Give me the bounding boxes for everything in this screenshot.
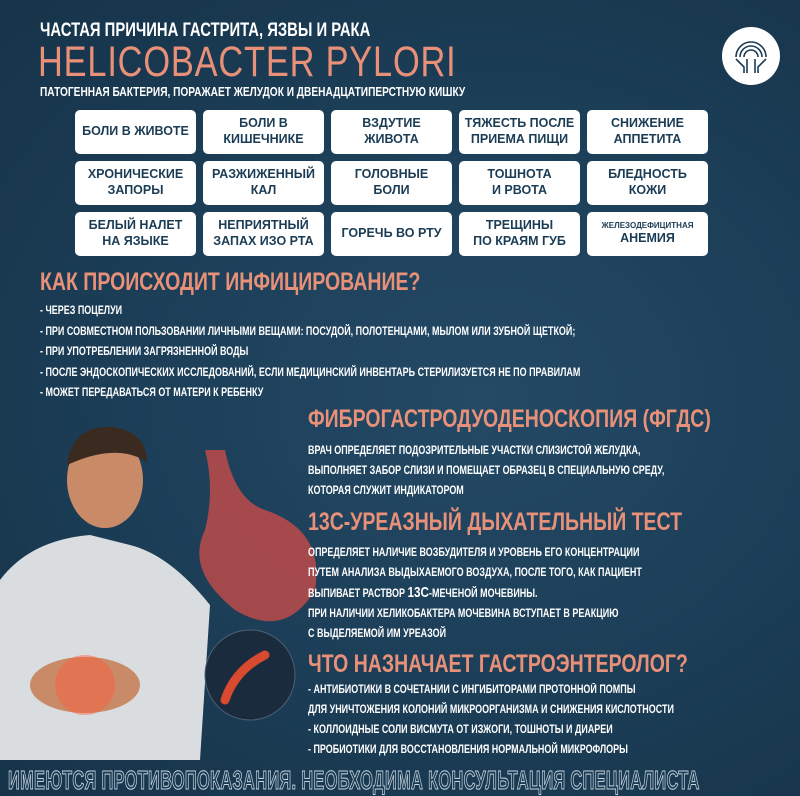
- symptom-grid: [75, 110, 708, 256]
- text-line: - АНТИБИОТИКИ В СОЧЕТАНИИ С ИНГИБИТОРАМИ ПРОТОННОЙ ПОМПЫ: [308, 684, 636, 696]
- text-line: ВЫПОЛНЯЕТ ЗАБОР СЛИЗИ И ПОМЕЩАЕТ ОБРАЗЕЦ В СПЕЦИАЛЬНУЮ СРЕДУ,: [308, 465, 665, 477]
- stomach-icon: [199, 450, 316, 621]
- symptom-card: ХРОНИЧЕСКИЕ ЗАПОРЫ: [75, 161, 196, 205]
- text-line: - ПРОБИОТИКИ ДЛЯ ВОССТАНОВЛЕНИЯ НОРМАЛЬНОЙ МИКРОФЛОРЫ: [308, 744, 628, 756]
- symptom-card: ТРЕЩИНЫ ПО КРАЯМ ГУБ: [459, 212, 580, 256]
- symptom-card: [587, 212, 708, 256]
- text-line: ПРИ НАЛИЧИИ ХЕЛИКОБАКТЕРА МОЧЕВИНА ВСТУПАЕТ В РЕАКЦИЮ: [308, 608, 619, 620]
- text-line: ВРАЧ ОПРЕДЕЛЯЕТ ПОДОЗРИТЕЛЬНЫЕ УЧАСТКИ СЛИЗИСТОЙ ЖЕЛУДКА,: [308, 445, 641, 457]
- symptom-card: ГОЛОВНЫЕ БОЛИ: [331, 161, 452, 205]
- symptom-card: СНИЖЕНИЕ АППЕТИТА: [587, 110, 708, 154]
- footer-disclaimer: ИМЕЮТСЯ ПРОТИВОПОКАЗАНИЯ. НЕОБХОДИМА КОНСУЛЬТАЦИЯ СПЕЦИАЛИСТА: [8, 765, 700, 795]
- symptom-card: ТОШНОТА И РВОТА: [459, 161, 580, 205]
- text-line: - КОЛЛОИДНЫЕ СОЛИ ВИСМУТА ОТ ИЗЖОГИ, ТОШНОТЫ И ДИАРЕИ: [308, 724, 613, 736]
- text-line: ДЛЯ УНИЧТОЖЕНИЯ КОЛОНИЙ МИКРООРГАНИЗМА И СНИЖЕНИЯ КИСЛОТНОСТИ: [308, 704, 674, 716]
- text-part: -МЕЧЕНОЙ МОЧЕВИНЫ.: [428, 588, 538, 600]
- text-line: КОТОРАЯ СЛУЖИТ ИНДИКАТОРОМ: [308, 485, 464, 497]
- symptom-card: БЛЕДНОСТЬ КОЖИ: [587, 161, 708, 205]
- text-highlight: 13С: [407, 584, 429, 601]
- list-item: - ПРИ СОВМЕСТНОМ ПОЛЬЗОВАНИИ ЛИЧНЫМИ ВЕЩАМИ: ПОСУДОЙ, ПОЛОТЕНЦАМИ, МЫЛОМ ИЛИ ЗУБНОЙ ЩЕТКОЙ;: [40, 325, 576, 338]
- text-line: ПУТЕМ АНАЛИЗА ВЫДЫХАЕМОГО ВОЗДУХА, ПОСЛЕ ТОГО, КАК ПАЦИЕНТ: [308, 567, 642, 579]
- symptom-main: АНЕМИЯ: [620, 231, 675, 246]
- breath-test-title: 13С-УРЕАЗНЫЙ ДЫХАТЕЛЬНЫЙ ТЕСТ: [308, 508, 683, 536]
- treatment-text: [308, 680, 674, 760]
- fgds-text: [308, 441, 664, 501]
- header-subtitle: ПАТОГЕННАЯ БАКТЕРИЯ, ПОРАЖАЕТ ЖЕЛУДОК И ДВЕНАДЦАТИПЕРСТНУЮ КИШКУ: [40, 84, 466, 99]
- symptom-card: ВЗДУТИЕ ЖИВОТА: [331, 110, 452, 154]
- symptom-card: РАЗЖИЖЕННЫЙ КАЛ: [203, 161, 324, 205]
- infection-list: [40, 301, 580, 404]
- symptom-card: ГОРЕЧЬ ВО РТУ: [331, 212, 452, 256]
- page-title: HELICOBACTER PYLORI: [38, 38, 457, 86]
- symptom-card: БОЛИ В КИШЕЧНИКЕ: [203, 110, 324, 154]
- patient-illustration: [0, 420, 320, 760]
- infection-title: КАК ПРОИСХОДИТ ИНФИЦИРОВАНИЕ?: [40, 268, 421, 296]
- text-line: [308, 583, 642, 604]
- list-item: - ПОСЛЕ ЭНДОСКОПИЧЕСКИХ ИССЛЕДОВАНИЙ, ЕСЛИ МЕДИЦИНСКИЙ ИНВЕНТАРЬ СТЕРИЛИЗУЕТСЯ НЕ ПО ПРАВИЛАМ: [40, 366, 581, 379]
- symptom-small: ЖЕЛЕЗОДЕФИЦИТНАЯ: [601, 221, 694, 231]
- list-item: - МОЖЕТ ПЕРЕДАВАТЬСЯ ОТ МАТЕРИ К РЕБЕНКУ: [40, 387, 264, 399]
- bacteria-magnifier: [205, 630, 295, 720]
- text-line: ОПРЕДЕЛЯЕТ НАЛИЧИЕ ВОЗБУДИТЕЛЯ И УРОВЕНЬ ЕГО КОНЦЕНТРАЦИИ: [308, 547, 640, 559]
- text-part: ВЫПИВАЕТ РАСТВОР: [308, 588, 408, 600]
- symptom-card: НЕПРИЯТНЫЙ ЗАПАХ ИЗО РТА: [203, 212, 324, 256]
- symptom-card: ТЯЖЕСТЬ ПОСЛЕ ПРИЕМА ПИЩИ: [459, 110, 580, 154]
- breath-test-text: [308, 543, 642, 644]
- logo-icon: [722, 27, 780, 85]
- text-line: С ВЫДЕЛЯЕМОЙ ИМ УРЕАЗОЙ: [308, 628, 447, 640]
- shirt: [0, 535, 210, 760]
- list-item: - ЧЕРЕЗ ПОЦЕЛУИ: [40, 305, 123, 317]
- pain-glow: [55, 655, 115, 715]
- header-top: ЧАСТАЯ ПРИЧИНА ГАСТРИТА, ЯЗВЫ И РАКА: [40, 20, 371, 41]
- fgds-title: ФИБРОГАСТРОДУОДЕНОСКОПИЯ (ФГДС): [308, 405, 711, 433]
- treatment-title: ЧТО НАЗНАЧАЕТ ГАСТРОЭНТЕРОЛОГ?: [308, 650, 688, 678]
- symptom-card: БЕЛЫЙ НАЛЕТ НА ЯЗЫКЕ: [75, 212, 196, 256]
- list-item: - ПРИ УПОТРЕБЛЕНИИ ЗАГРЯЗНЕННОЙ ВОДЫ: [40, 346, 249, 358]
- symptom-card: БОЛИ В ЖИВОТЕ: [75, 110, 196, 154]
